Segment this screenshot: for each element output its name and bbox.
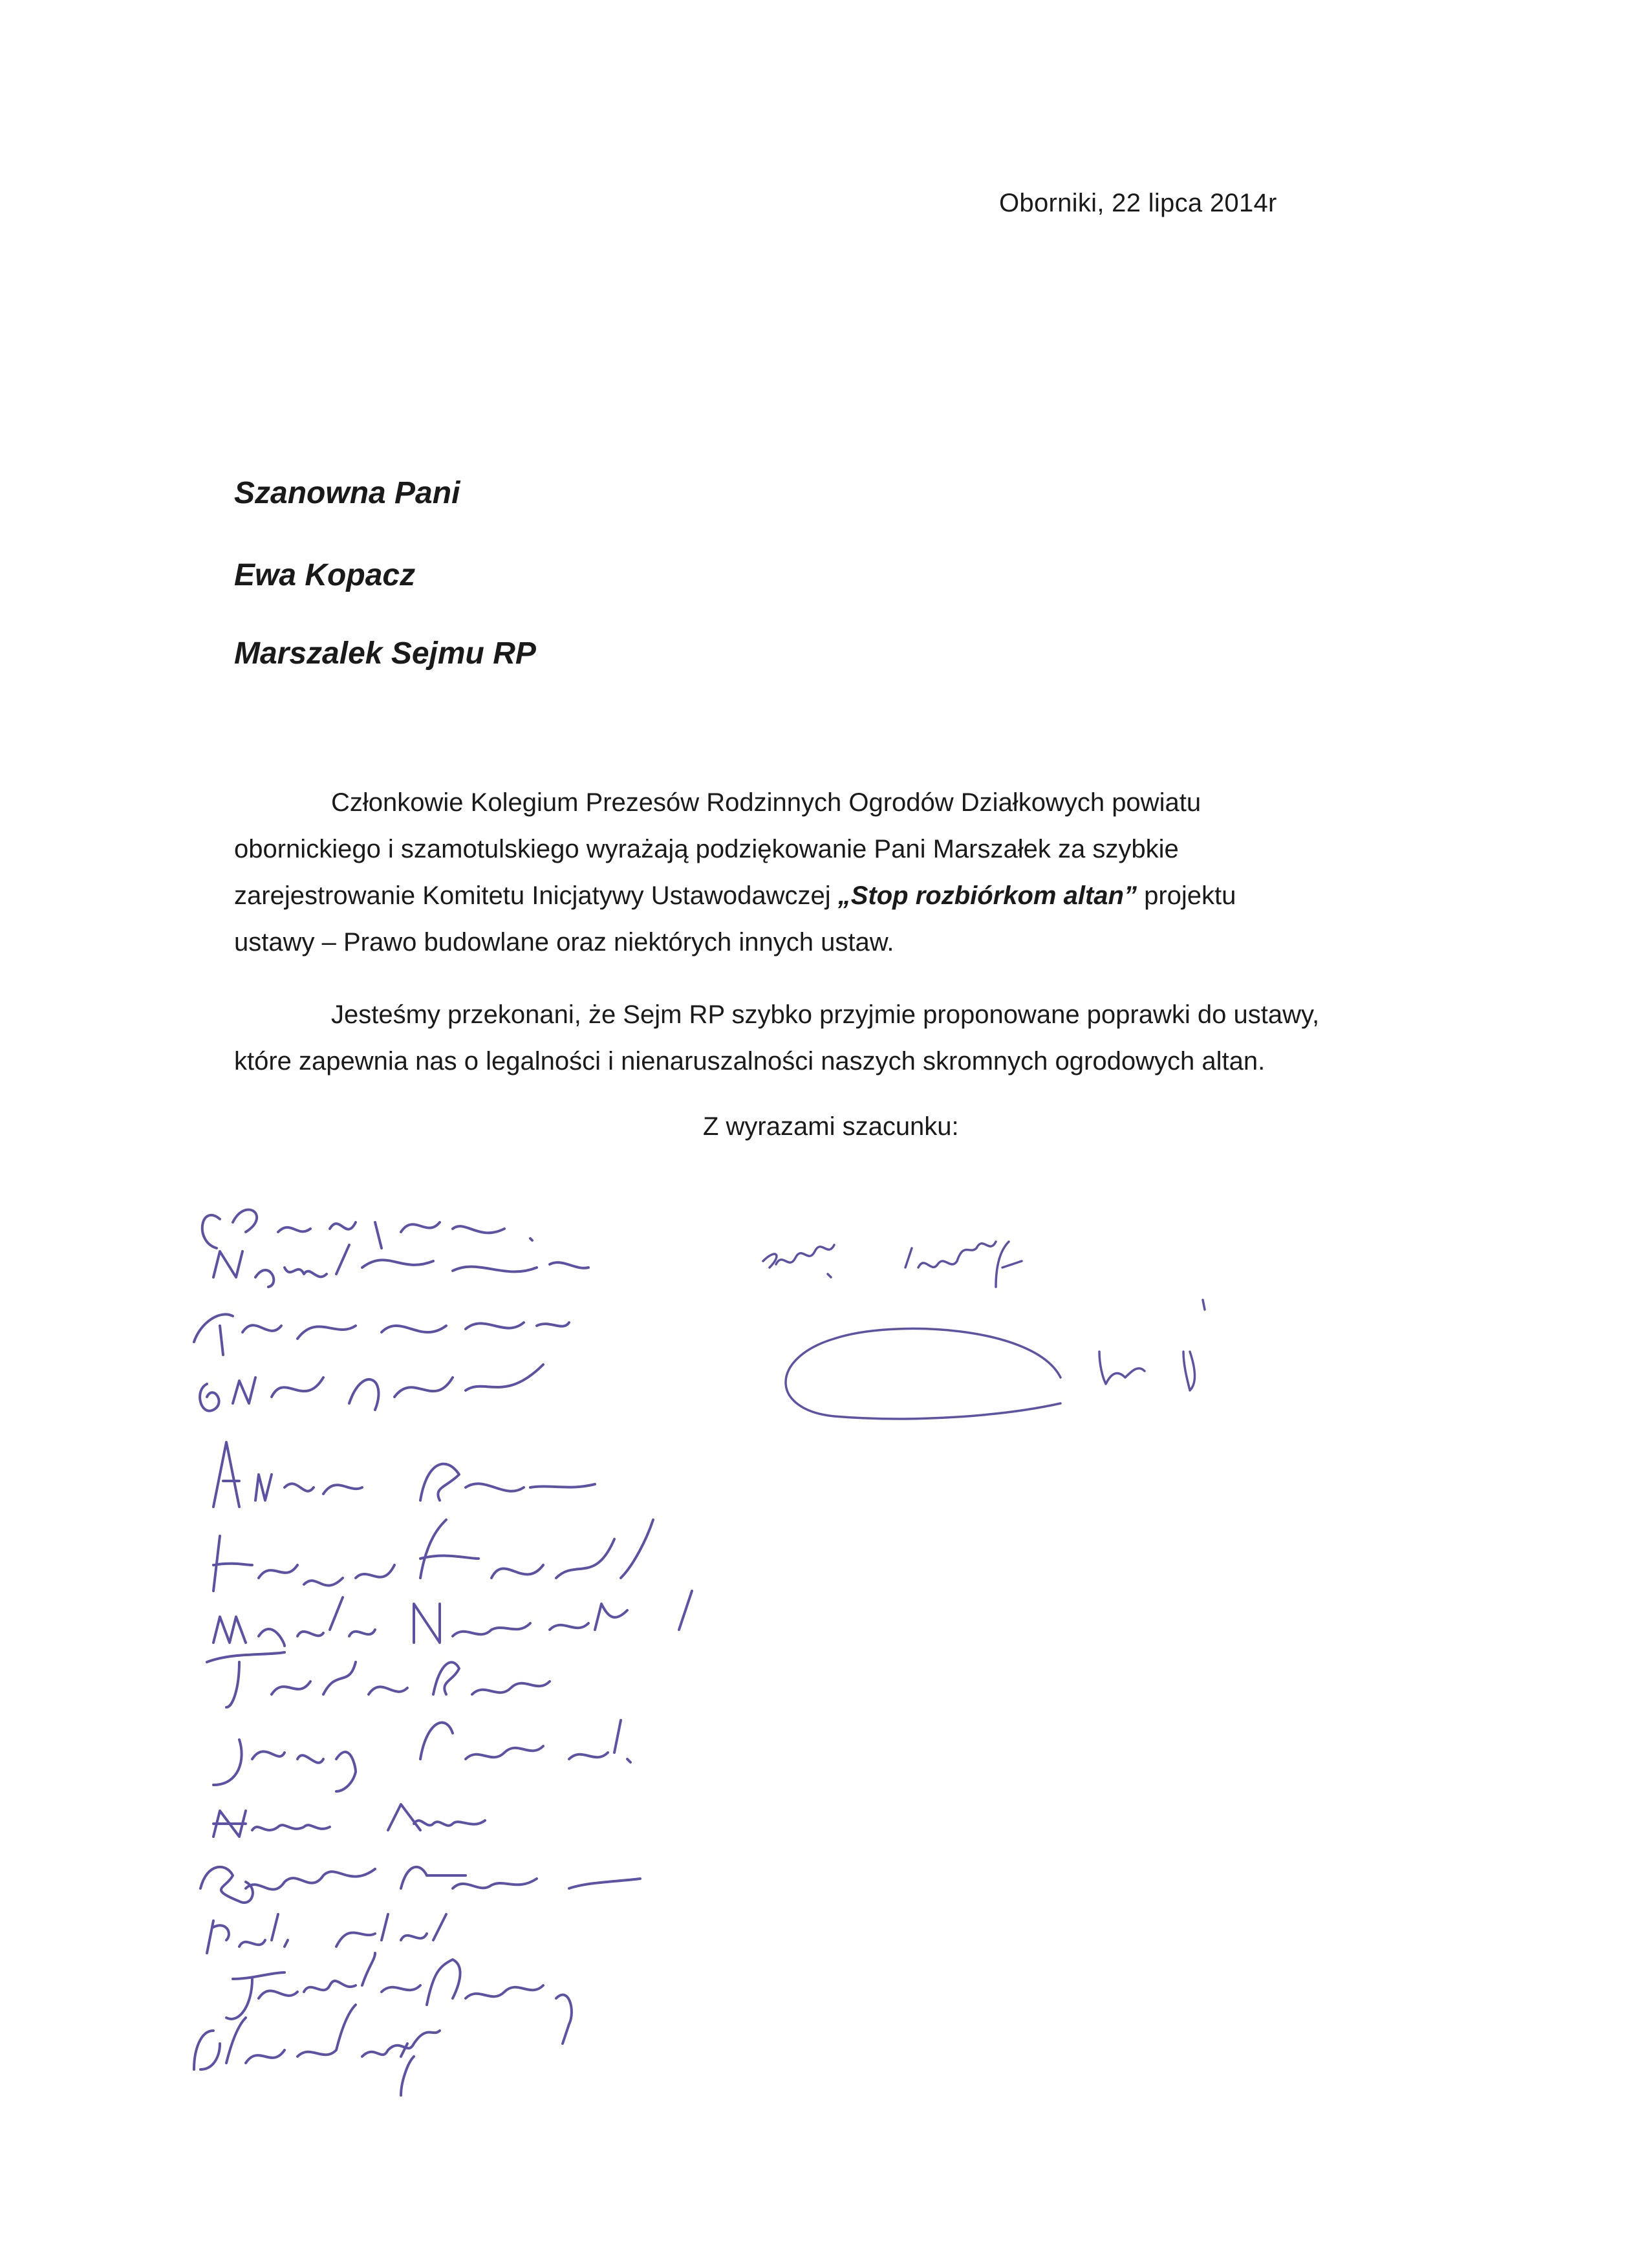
addressee-name: Ewa Kopacz (234, 558, 416, 592)
paragraph-line: obornickiego i szamotulskiego wyrażają podziękowanie Pani Marszałek za szybkie (234, 835, 1179, 863)
closing-formula: Z wyrazami szacunku: (703, 1112, 959, 1141)
handwritten-signature (213, 1245, 588, 1287)
paragraph-line: Członkowie Kolegium Prezesów Rodzinnych Ogrodów Działkowych powiatu (331, 788, 1202, 817)
handwritten-signature (213, 1804, 485, 1837)
dateline: Oborniki, 22 lipca 2014r (999, 189, 1277, 217)
handwritten-signature (213, 1442, 595, 1507)
paragraph-text: projektu (1136, 881, 1236, 910)
handwritten-signature (213, 1591, 692, 1646)
paragraph-line: które zapewnia nas o legalności i nienaruszalności naszych skromnych ogrodowych altan. (234, 1047, 1266, 1075)
addressee-title: Marszalek Sejmu RP (234, 636, 536, 671)
paragraph-text: zarejestrowanie Komitetu Inicjatywy Ustawodawczej (234, 881, 838, 910)
handwritten-signature (213, 1720, 630, 1791)
paragraph-line: ustawy – Prawo budowlane oraz niektórych innych ustaw. (234, 928, 894, 956)
handwritten-signature-flourish (786, 1300, 1205, 1419)
addressee-salutation: Szanowna Pani (234, 476, 460, 510)
handwritten-signature (194, 1314, 569, 1355)
handwritten-signature (226, 1953, 572, 2044)
initiative-name: „Stop rozbiórkom altan” (837, 881, 1137, 910)
handwritten-signature (200, 1867, 640, 1903)
handwritten-signature (207, 1914, 446, 1953)
paragraph-line: Jesteśmy przekonani, że Sejm RP szybko przyjmie proponowane poprawki do ustawy, (331, 1000, 1320, 1029)
handwritten-signature-right (763, 1242, 1022, 1287)
handwritten-signature (213, 1520, 653, 1591)
handwritten-signature (200, 1365, 543, 1411)
handwritten-signature (202, 1210, 532, 1248)
handwritten-signature (207, 1652, 550, 1707)
